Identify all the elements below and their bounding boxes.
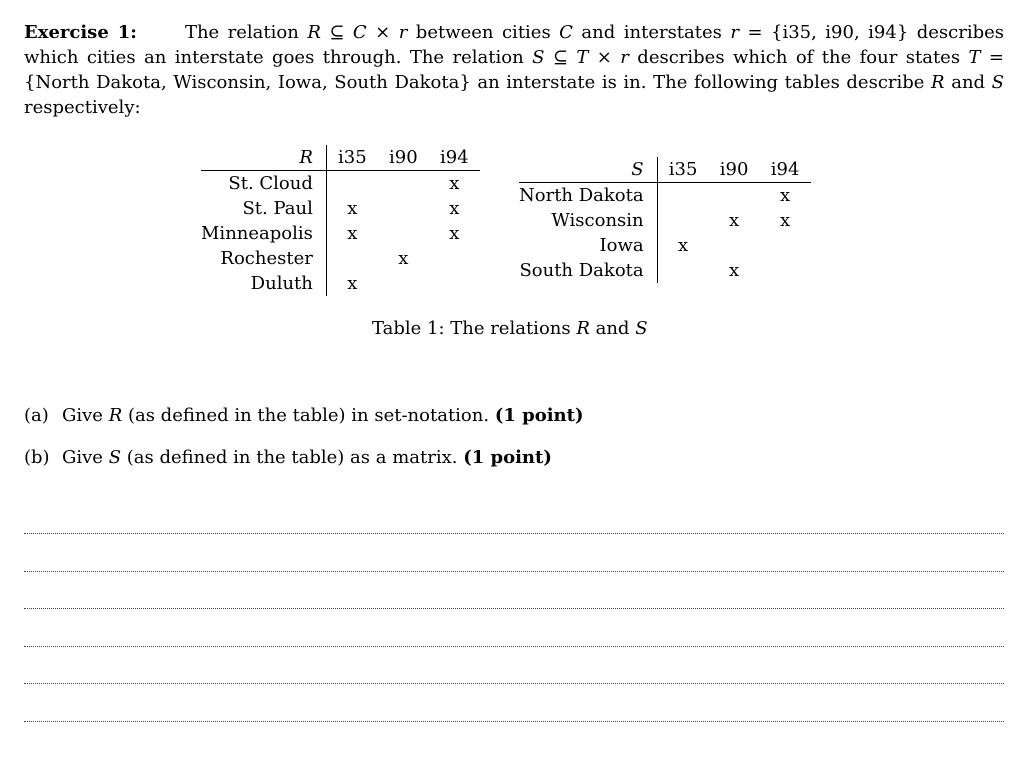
table-cell: x	[347, 198, 358, 219]
intro-var: r	[398, 22, 408, 43]
intro-text: and	[944, 72, 992, 93]
row-label: St. Paul	[201, 196, 326, 221]
table-header-row	[201, 145, 480, 171]
table-row	[519, 208, 811, 233]
table-caption	[372, 316, 648, 341]
table-cell	[760, 258, 811, 283]
table-cell	[709, 233, 760, 258]
column-header: i35	[326, 145, 378, 171]
answer-line	[24, 533, 1004, 534]
table-row	[201, 221, 480, 246]
exercise-label: Exercise 1:	[24, 22, 137, 43]
table-cell: x	[678, 235, 689, 256]
question-label: (a)	[24, 405, 49, 426]
table-cell	[378, 221, 429, 246]
intro-text: and interstates	[572, 22, 731, 43]
intro-text: The relation	[184, 22, 308, 43]
answer-line	[24, 571, 1004, 572]
table-cell	[378, 196, 429, 221]
intro-var: T	[968, 47, 981, 68]
caption-text: and	[589, 318, 636, 339]
intro-var: R	[307, 22, 321, 43]
intro-text: = {i35, i90, i94} describes which cities an interstate goes through. The relation	[24, 22, 1005, 68]
question-label: (b)	[24, 447, 50, 468]
column-header: i35	[657, 157, 709, 183]
intro-var: S	[532, 47, 545, 68]
answer-line	[24, 683, 1004, 684]
table-row	[519, 183, 811, 209]
intro-text: describes which of the four states	[628, 47, 969, 68]
row-label: Wisconsin	[519, 208, 657, 233]
column-header: i90	[709, 157, 760, 183]
table-cell: x	[449, 198, 460, 219]
table-cell	[429, 271, 480, 296]
intro-var: S	[991, 72, 1004, 93]
relation-r-table	[201, 145, 480, 296]
caption-var: S	[635, 318, 648, 339]
question-points: (1 point)	[463, 447, 552, 468]
intro-var: C	[352, 22, 367, 43]
table-cell	[760, 233, 811, 258]
row-label: Rochester	[201, 246, 326, 271]
row-label: Duluth	[201, 271, 326, 296]
table-cell	[657, 258, 709, 283]
intro-text: = {North Dakota, Wisconsin, Iowa, South Dakota} an interstate is in. The following tables describe	[24, 47, 1004, 93]
intro-var: R	[931, 72, 945, 93]
table-cell: x	[780, 185, 791, 206]
question-points: (1 point)	[494, 405, 584, 426]
table-cell	[378, 271, 429, 296]
intro-text: between cities	[407, 22, 560, 43]
question-text: Give	[62, 405, 109, 426]
table-row	[201, 171, 480, 197]
intro-var: r	[620, 47, 629, 68]
intro-var: r	[730, 22, 739, 43]
table-row	[201, 271, 480, 296]
row-label: North Dakota	[519, 183, 657, 209]
question-text: Give	[62, 447, 109, 468]
table-row	[519, 258, 811, 283]
table-cell	[378, 171, 429, 197]
table-name: R	[201, 145, 326, 171]
table-cell: x	[398, 248, 409, 269]
exercise-intro	[24, 20, 1004, 120]
table-cell	[326, 246, 378, 271]
table-cell	[657, 183, 709, 209]
row-label: South Dakota	[519, 258, 657, 283]
row-label: Iowa	[519, 233, 657, 258]
answer-line	[24, 646, 1004, 647]
table-cell: x	[729, 210, 740, 231]
question-var: R	[108, 405, 123, 426]
answer-line	[24, 721, 1004, 722]
intro-text: ×	[588, 47, 621, 68]
intro-text: respectively:	[24, 97, 141, 118]
table-row	[201, 246, 480, 271]
relation-s-table	[519, 157, 811, 283]
row-label: St. Cloud	[201, 171, 326, 197]
intro-text: ⊆	[320, 22, 353, 43]
question-text: (as defined in the table) as a matrix.	[121, 447, 464, 468]
intro-var: T	[576, 47, 589, 68]
intro-var: C	[559, 22, 573, 43]
table-cell: x	[347, 223, 358, 244]
intro-text: ×	[366, 22, 399, 43]
table-header-row	[519, 157, 811, 183]
table-cell	[709, 183, 760, 209]
table-cell	[657, 208, 709, 233]
column-header: i94	[429, 145, 480, 171]
intro-text: ⊆	[544, 47, 577, 68]
row-label: Minneapolis	[201, 221, 326, 246]
caption-text: Table 1: The relations	[372, 318, 577, 339]
table-cell	[429, 246, 480, 271]
question-var: S	[108, 447, 122, 468]
table-name: S	[519, 157, 657, 183]
column-header: i90	[378, 145, 429, 171]
table-row	[201, 196, 480, 221]
answer-line	[24, 608, 1004, 609]
table-cell: x	[729, 260, 740, 281]
table-cell	[326, 171, 378, 197]
question-a	[24, 403, 583, 428]
caption-var: R	[576, 318, 590, 339]
question-b	[24, 445, 552, 470]
question-text: (as defined in the table) in set-notation.	[122, 405, 495, 426]
table-cell: x	[449, 223, 460, 244]
table-cell: x	[780, 210, 791, 231]
table-cell: x	[347, 273, 358, 294]
column-header: i94	[760, 157, 811, 183]
table-row	[519, 233, 811, 258]
table-cell: x	[449, 173, 460, 194]
